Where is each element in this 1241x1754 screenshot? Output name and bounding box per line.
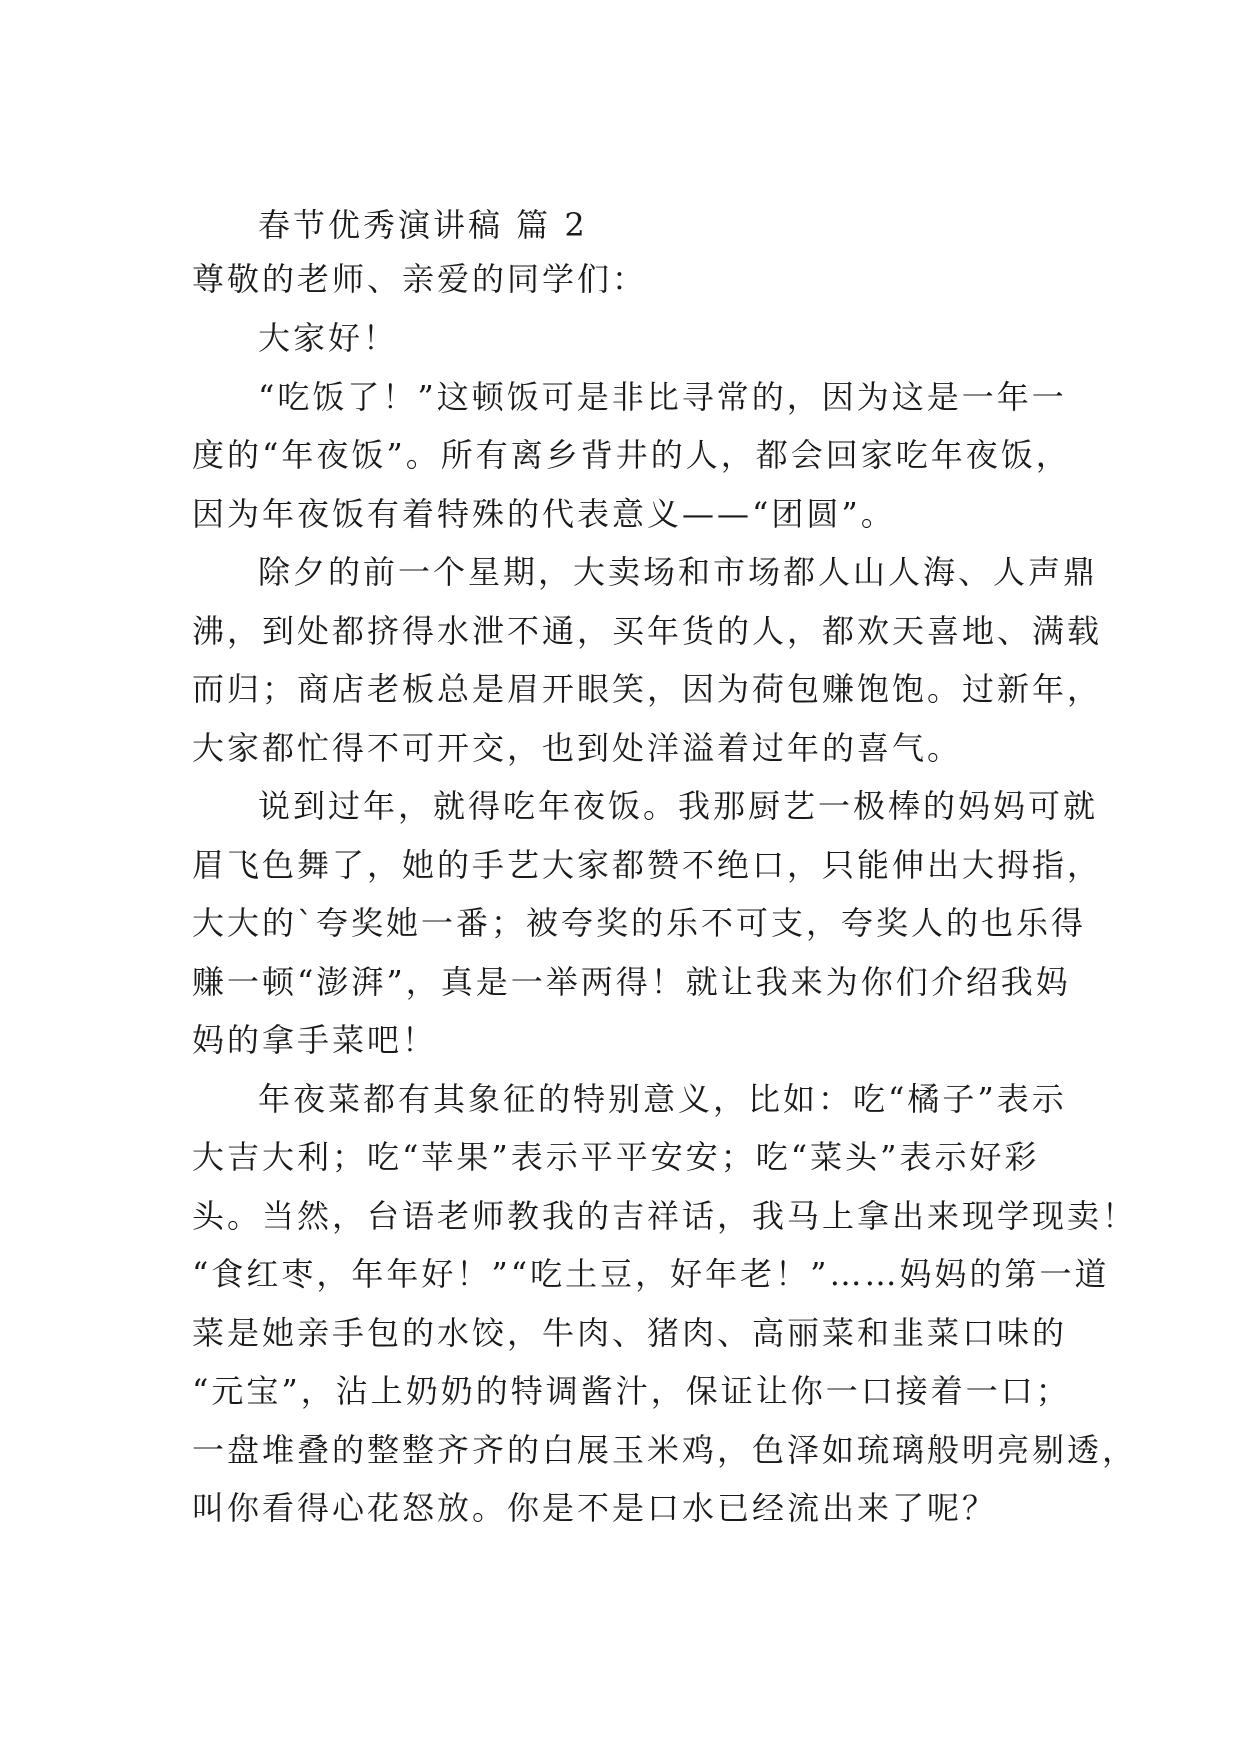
paragraph [192,543,1103,777]
paragraph-line: 大家好！ [258,319,399,357]
paragraph-line: 菜是她亲手包的水饺，牛肉、猪肉、高丽菜和韭菜口味的 [192,1313,1068,1352]
paragraph-line: 大大的`夸奖她一番；被夸奖的乐不可支，夸奖人的也乐得 [192,904,1087,942]
paragraph-list [192,309,1138,1538]
paragraph-line: 除夕的前一个星期，大卖场和市场都人山人海、人声鼎 [258,553,1099,591]
paragraph-line: 一盘堆叠的整整齐齐的白展玉米鸡，色泽如琉璃般明亮剔透， [192,1430,1138,1469]
paragraph-line: 大家都忙得不可开交，也到处洋溢着过年的喜气。 [192,728,963,767]
paragraph-line: 说到过年，就得吃年夜饭。我那厨艺一极棒的妈妈可就 [258,787,1099,825]
document-body [192,205,1138,1538]
speech-title: 春节优秀演讲稿 篇 2 [258,206,588,244]
paragraph-line: 赚一顿“澎湃”，真是一举两得！就让我来为你们介绍我妈 [192,962,1071,1001]
paragraph-line: “食红枣，年年好！”“吃土豆，好年老！”……妈妈的第一道 [192,1255,1110,1293]
paragraph-line: 因为年夜饭有着特殊的代表意义——“团圆”。 [192,494,896,533]
paragraph-line: 妈的拿手菜吧！ [192,1021,438,1059]
paragraph-line: “元宝”，沾上奶奶的特调酱汁，保证让你一口接着一口； [192,1372,1071,1410]
paragraph-line: 年夜菜都有其象征的特别意义，比如：吃“橘子”表示 [258,1079,1067,1118]
paragraph-line: 度的“年夜饭”。所有离乡背井的人，都会回家吃年夜饭， [192,436,1071,474]
paragraph-line: “吃饭了！”这顿饭可是非比寻常的，因为这是一年一 [258,377,1067,416]
paragraph-line: 头。当然，台语老师教我的吉祥话，我马上拿出来现学现卖！ [192,1196,1138,1235]
paragraph [192,777,1103,1070]
paragraph [192,309,1062,368]
paragraph [192,1070,1138,1538]
paragraph-line: 眉飞色舞了，她的手艺大家都赞不绝口，只能伸出大拇指， [192,845,1103,884]
paragraph-line: 沸，到处都挤得水泄不通，买年货的人，都欢天喜地、满载 [192,611,1103,650]
paragraph-line: 叫你看得心花怒放。你是不是口水已经流出来了呢？ [192,1489,998,1527]
salutation: 尊敬的老师、亲爱的同学们： [192,260,648,298]
paragraph-line: 大吉大利；吃“苹果”表示平平安安；吃“菜头”表示好彩 [192,1138,1040,1176]
paragraph-line: 而归；商店老板总是眉开眼笑，因为荷包赚饱饱。过新年， [192,670,1103,708]
paragraph [192,368,1071,544]
